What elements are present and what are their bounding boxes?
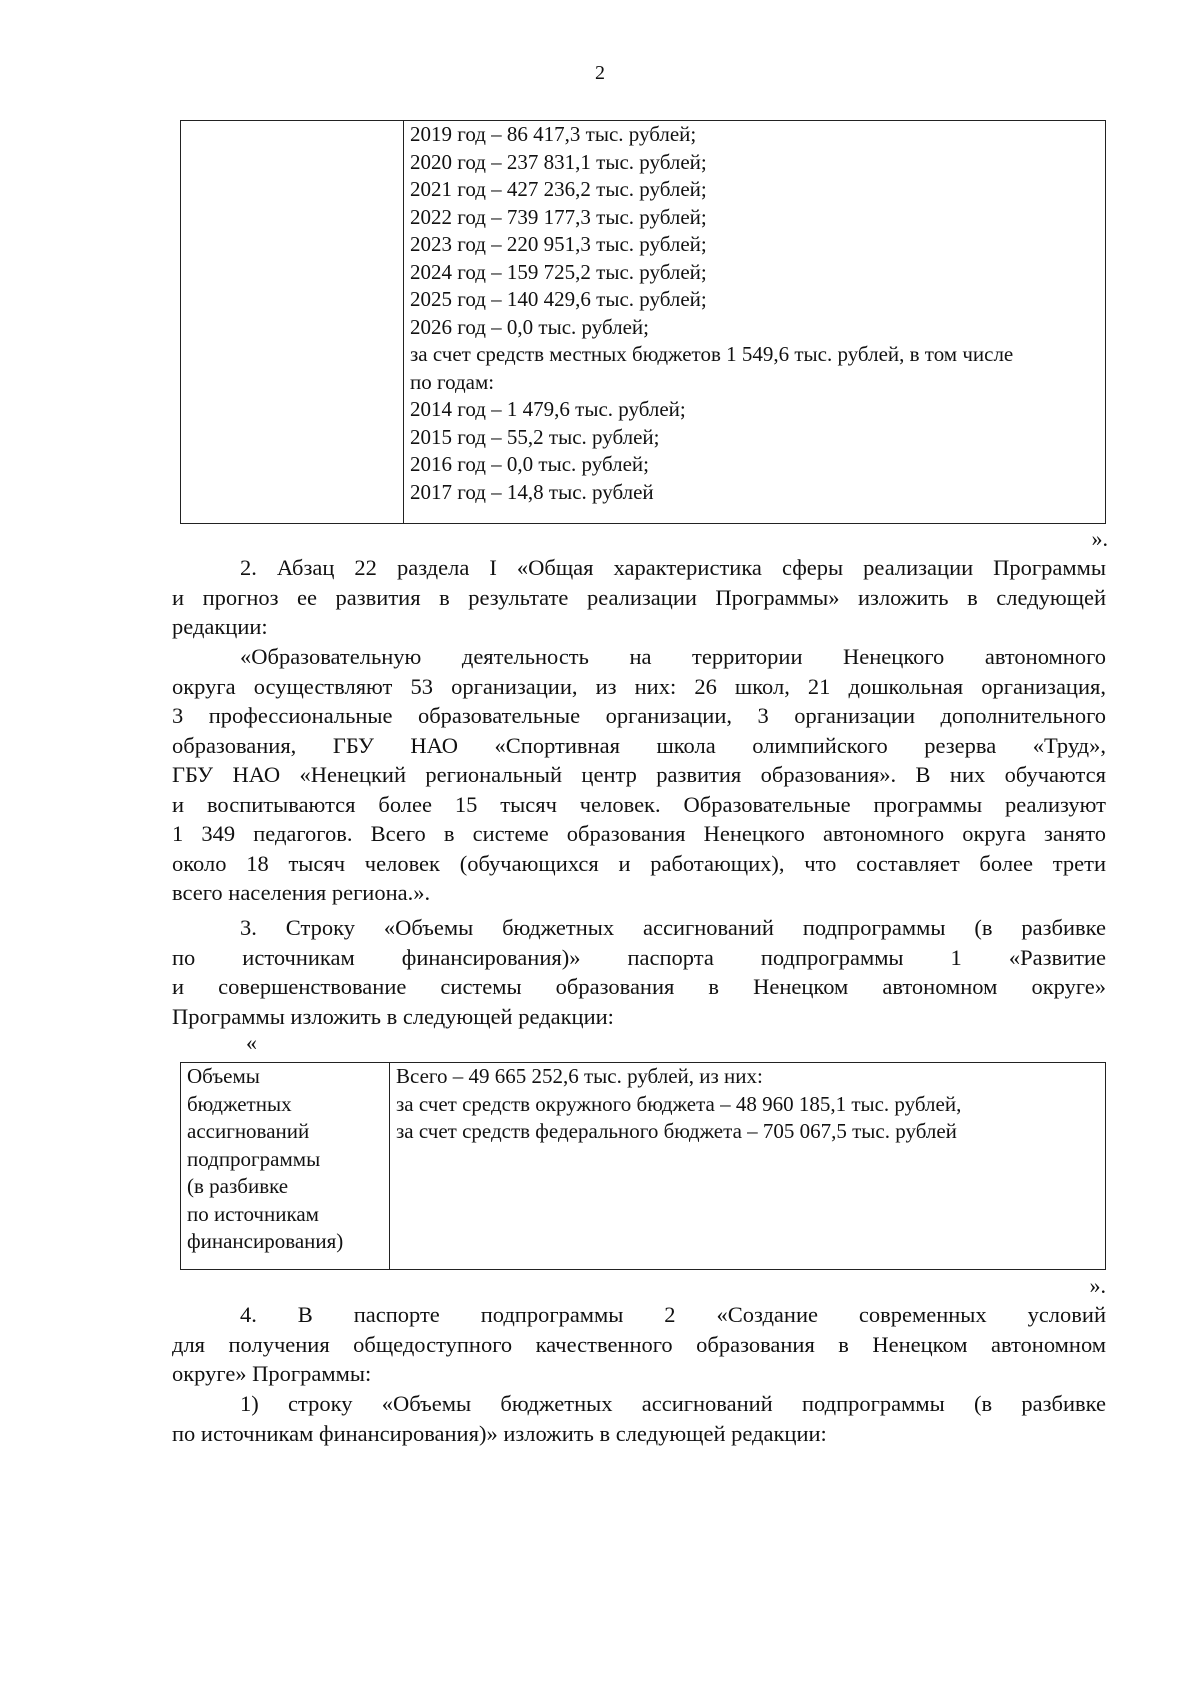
table-label-cell bbox=[181, 1063, 390, 1270]
table-line: по годам: bbox=[410, 369, 495, 394]
text-line: 3 профессиональные образовательные организации, 3 организации дополнительного bbox=[172, 703, 1106, 728]
table-line: бюджетных bbox=[187, 1091, 292, 1116]
table-line: 2020 год – 237 831,1 тыс. рублей; bbox=[410, 149, 707, 174]
table-label-cell bbox=[181, 121, 404, 524]
budget-volume-table bbox=[180, 1062, 1106, 1270]
text-line: всего населения региона.». bbox=[172, 880, 431, 905]
text-line: по источникам финансирования)» изложить в следующей редакции: bbox=[172, 1420, 827, 1446]
closing-quote: ». bbox=[1089, 1273, 1106, 1298]
table-line: Всего – 49 665 252,6 тыс. рублей, из них: bbox=[396, 1064, 763, 1088]
text-line: образования, ГБУ НАО «Спортивная школа олимпийского резерва «Труд», bbox=[172, 732, 1106, 758]
text-line: «Образовательную деятельность на территории Ненецкого автономного bbox=[240, 644, 1106, 669]
item-2-quoted-text bbox=[172, 642, 1106, 908]
table-row bbox=[181, 121, 1106, 524]
item-2-paragraph bbox=[172, 553, 1106, 642]
text-line: Программы изложить в следующей редакции: bbox=[172, 1003, 614, 1029]
text-line: по источникам финансирования)» паспорта подпрограммы 1 «Развитие bbox=[172, 944, 1106, 970]
table-line: 2022 год – 739 177,3 тыс. рублей; bbox=[410, 204, 707, 229]
text-line: редакции: bbox=[172, 614, 268, 639]
budget-by-year-table bbox=[180, 120, 1106, 524]
table-line: финансирования) bbox=[187, 1229, 344, 1253]
opening-quote: « bbox=[246, 1030, 257, 1055]
table-line: ассигнований bbox=[187, 1119, 310, 1143]
table-value-cell bbox=[404, 121, 1106, 524]
page-number: 2 bbox=[595, 62, 605, 84]
table-line: за счет средств федерального бюджета – 705 067,5 тыс. рублей bbox=[396, 1119, 957, 1143]
table-row bbox=[181, 1063, 1106, 1270]
table-line: 2014 год – 1 479,6 тыс. рублей; bbox=[410, 397, 686, 421]
table-line: за счет средств местных бюджетов 1 549,6 тыс. рублей, в том числе bbox=[410, 342, 1014, 366]
table-line: Объемы bbox=[187, 1064, 260, 1088]
text-line: 4. В паспорте подпрограммы 2 «Создание современных условий bbox=[240, 1302, 1106, 1327]
text-line: около 18 тысяч человек (обучающихся и работающих), что составляет более трети bbox=[172, 850, 1106, 876]
table-line: 2017 год – 14,8 тыс. рублей bbox=[410, 479, 654, 504]
item-3-paragraph bbox=[172, 913, 1106, 1031]
table-line: 2015 год – 55,2 тыс. рублей; bbox=[410, 424, 660, 449]
text-line: округа осуществляют 53 организации, из них: 26 школ, 21 дошкольная организация, bbox=[172, 673, 1106, 699]
table-line: 2019 год – 86 417,3 тыс. рублей; bbox=[410, 122, 697, 146]
table-line: 2021 год – 427 236,2 тыс. рублей; bbox=[410, 177, 707, 201]
text-line: и прогноз ее развития в результате реализации Программы» изложить в следующей bbox=[172, 584, 1106, 610]
text-line: 2. Абзац 22 раздела I «Общая характеристика сферы реализации Программы bbox=[240, 555, 1106, 580]
table-value-cell bbox=[390, 1063, 1106, 1270]
text-line: и воспитываются более 15 тысяч человек. Образовательные программы реализуют bbox=[172, 791, 1106, 817]
table-line: подпрограммы bbox=[187, 1146, 321, 1171]
text-line: 1 349 педагогов. Всего в системе образования Ненецкого автономного округа занято bbox=[172, 821, 1106, 846]
item-4-paragraph bbox=[172, 1300, 1106, 1389]
item-4-subitem-1 bbox=[172, 1389, 1106, 1448]
text-line: и совершенствование системы образования в Ненецком автономном округе» bbox=[172, 974, 1106, 999]
table-line: 2023 год – 220 951,3 тыс. рублей; bbox=[410, 232, 707, 256]
table-line: 2025 год – 140 429,6 тыс. рублей; bbox=[410, 287, 707, 311]
table-line: 2026 год – 0,0 тыс. рублей; bbox=[410, 314, 650, 339]
text-line: округе» Программы: bbox=[172, 1361, 372, 1386]
text-line: для получения общедоступного качественного образования в Ненецком автономном bbox=[172, 1331, 1106, 1357]
table-line: по источникам bbox=[187, 1201, 319, 1226]
closing-quote: ». bbox=[1091, 526, 1108, 551]
table-line: за счет средств окружного бюджета – 48 960 185,1 тыс. рублей, bbox=[396, 1091, 962, 1116]
table-line: (в разбивке bbox=[187, 1174, 289, 1198]
text-line: 3. Строку «Объемы бюджетных ассигнований подпрограммы (в разбивке bbox=[240, 915, 1106, 940]
text-line: ГБУ НАО «Ненецкий региональный центр развития образования». В них обучаются bbox=[172, 762, 1106, 787]
table-line: 2024 год – 159 725,2 тыс. рублей; bbox=[410, 259, 707, 284]
text-line: 1) строку «Объемы бюджетных ассигнований подпрограммы (в разбивке bbox=[240, 1391, 1106, 1416]
table-line: 2016 год – 0,0 тыс. рублей; bbox=[410, 452, 650, 476]
